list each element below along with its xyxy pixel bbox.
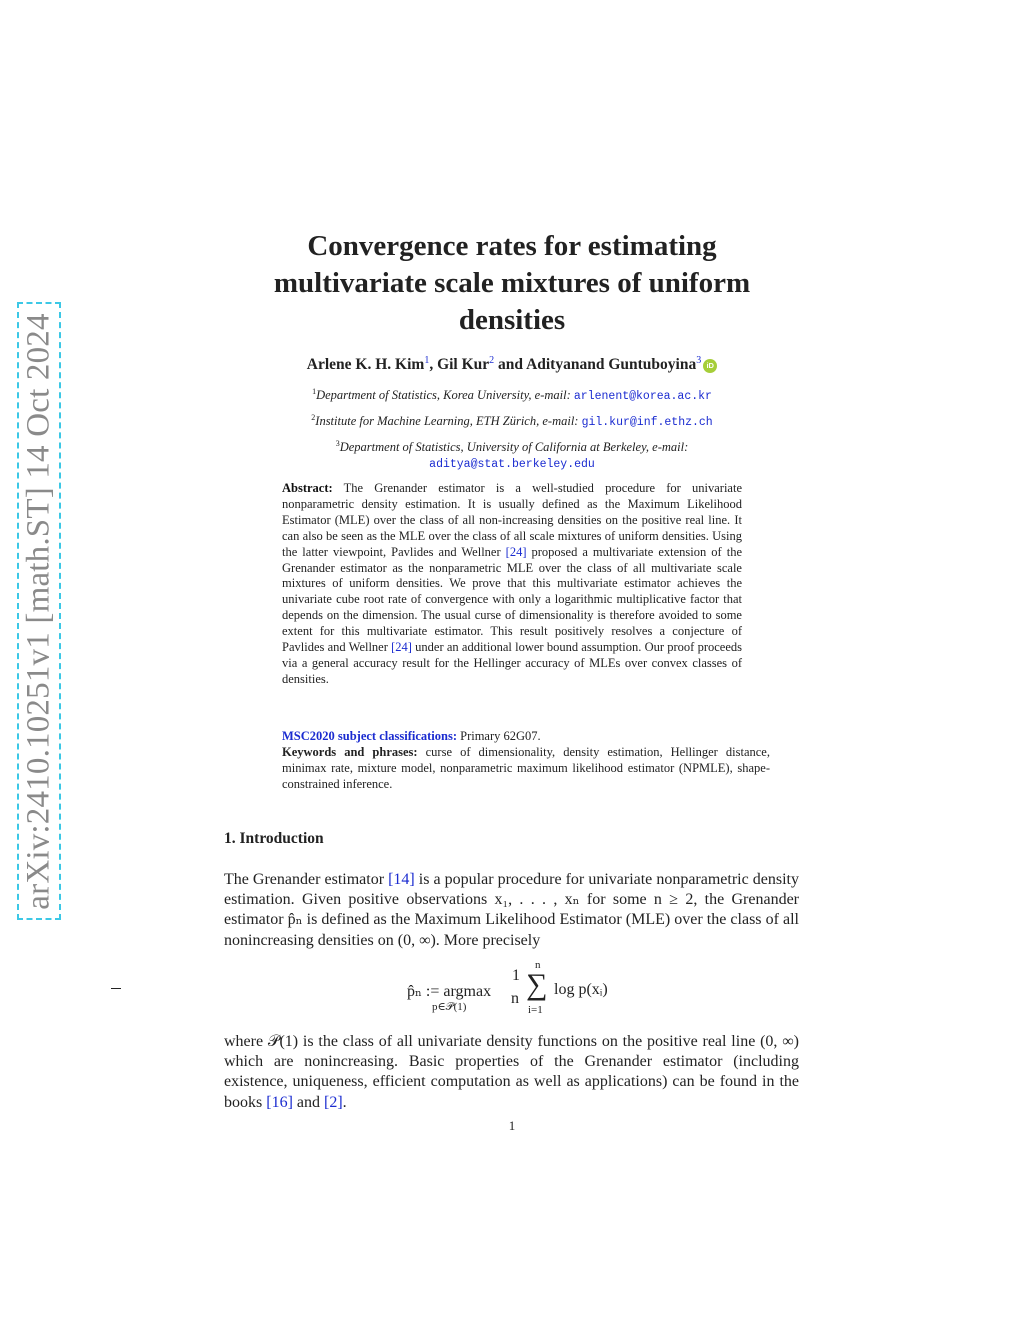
intro-paragraph-2 [224,1032,799,1113]
equation-argmax-subscript: p∈𝒫(1) [432,1001,467,1013]
affiliation-3 [212,436,812,473]
abstract-text: proposed a multivariate extension of the Grenander estimator as the nonparametric MLE over the class of all multivariate scale mixtures of uniform densities. We prove that this multivariate estimator achieves the univariate cube root rate of convergence with only a logarithmic multiplicative factor that depends on the dimension. The usual curse of dimensionality is therefore avoided to some extent for this multivariate estimator. This result positively resolves a conjecture of Pavlides and Wellner [282,544,742,655]
title-line-3: densities [458,304,566,336]
citation-link[interactable]: [2] [324,1093,343,1111]
affiliation-3-marker: 3 [335,439,340,448]
affiliation-1-email-link[interactable]: arlenent@korea.ac.kr [573,390,712,404]
equation-sum-lower: i=1 [528,1004,543,1016]
citation-link[interactable]: [16] [266,1093,293,1111]
equation-rhs: log p(xᵢ) [554,981,608,998]
abstract-label: Abstract: [282,481,333,495]
keywords [282,745,770,793]
msc-value: Primary 62G07. [457,729,541,743]
citation-link[interactable]: [24] [391,640,412,655]
affiliation-1-text: Department of Statistics, Korea University, e-mail: [316,388,574,403]
abstract-text: The Grenander estimator is a well-studied procedure for univariate nonparametric density estimation. It is usually defined as the Maximum Likelihood Estimator (MLE) over the class of all non-increasing densities on the positive real line. It can also be seen as the MLE over the class of all scale mixtures of uniform densities. Using the latter viewpoint, Pavlides and Wellner [282,481,742,559]
affiliation-3-email-link[interactable]: aditya@stat.berkeley.edu [429,458,595,472]
affiliation-2-text: Institute for Machine Learning, ETH Zürich, e-mail: [315,414,582,429]
author-1-affil-link[interactable]: 1 [424,355,430,366]
citation-link[interactable]: [24] [505,544,527,559]
affiliation-2-email-link[interactable]: gil.kur@inf.ethz.ch [581,416,713,430]
citation-link[interactable]: [14] [388,871,415,888]
equation-sum-upper: n [535,959,541,971]
msc-label-link[interactable]: MSC2020 subject classifications: [282,729,457,743]
equation-fraction-denominator: n [511,990,519,1007]
paragraph-text: where 𝒫(1) is the class of all univariate density functions on the positive real line (0, ∞) which are nonincreasing. Basic properties of the Grenander estimator (including existence, uniqueness, efficient computation as well as applications) can be found in the books [224,1033,799,1111]
arxiv-identifier: arXiv:2410.10251v1 [math.ST] 14 Oct 2024 [20,312,57,910]
author-3-affil-link[interactable]: 3 [696,355,702,366]
equation-sum-symbol: ∑ [526,968,548,1001]
orcid-icon[interactable]: iD [703,359,717,373]
paper-title [212,228,812,339]
affiliation-3-text: Department of Statistics, University of California at Berkeley, e-mail: [339,440,689,455]
msc-classification [282,729,772,745]
author-2: Gil Kur [437,356,490,374]
arxiv-watermark [17,302,61,920]
keywords-value: curse of dimensionality, density estimation, Hellinger distance, minimax rate, mixture model, nonparametric maximum likelihood estimator (NPMLE), shape-constrained inference. [282,745,770,791]
equation-grenander [400,959,630,1020]
author-3: Adityanand Guntuboyina [526,356,697,374]
affiliation-2-marker: 2 [311,413,316,422]
intro-paragraph-1 [224,870,799,951]
title-line-2: multivariate scale mixtures of uniform [273,267,751,299]
title-line-1: Convergence rates for estimating [307,230,717,262]
author-2-affil-link[interactable]: 2 [489,355,495,366]
paragraph-text: is a popular procedure for univariate nonparametric density estimation. Given positive observations x₁, . . . , xₙ for some n ≥ 2, the Grenander estimator p̂ₙ is defined as the Maximum Likelihood Estimator (MLE) over the class of all nonincreasing densities on (0, ∞). More precisely [224,871,799,949]
affiliation-2 [212,410,812,431]
author-1: Arlene K. H. Kim [306,356,425,374]
keywords-label: Keywords and phrases: [282,745,418,759]
equation-fraction-numerator: 1 [512,967,520,984]
section-heading-introduction: 1. Introduction [224,830,324,847]
page-number: 1 [508,1118,516,1133]
paragraph-text: The Grenander estimator [224,871,389,888]
abstract [282,481,742,688]
paragraph-text: and [292,1093,324,1111]
equation-lhs: p̂ₙ := argmax [407,983,492,1000]
author-separator: , [429,356,438,374]
affiliation-1-marker: 1 [312,387,317,396]
paragraph-text: . [342,1093,347,1111]
author-list [212,355,812,374]
affiliation-1 [212,384,812,405]
abstract-text: under an additional lower bound assumption. Our proof proceeds via a general accuracy result for the Hellinger accuracy of MLEs over convex classes of densities. [282,640,742,686]
equation-fraction-bar [111,988,121,989]
author-separator: and [494,356,527,374]
